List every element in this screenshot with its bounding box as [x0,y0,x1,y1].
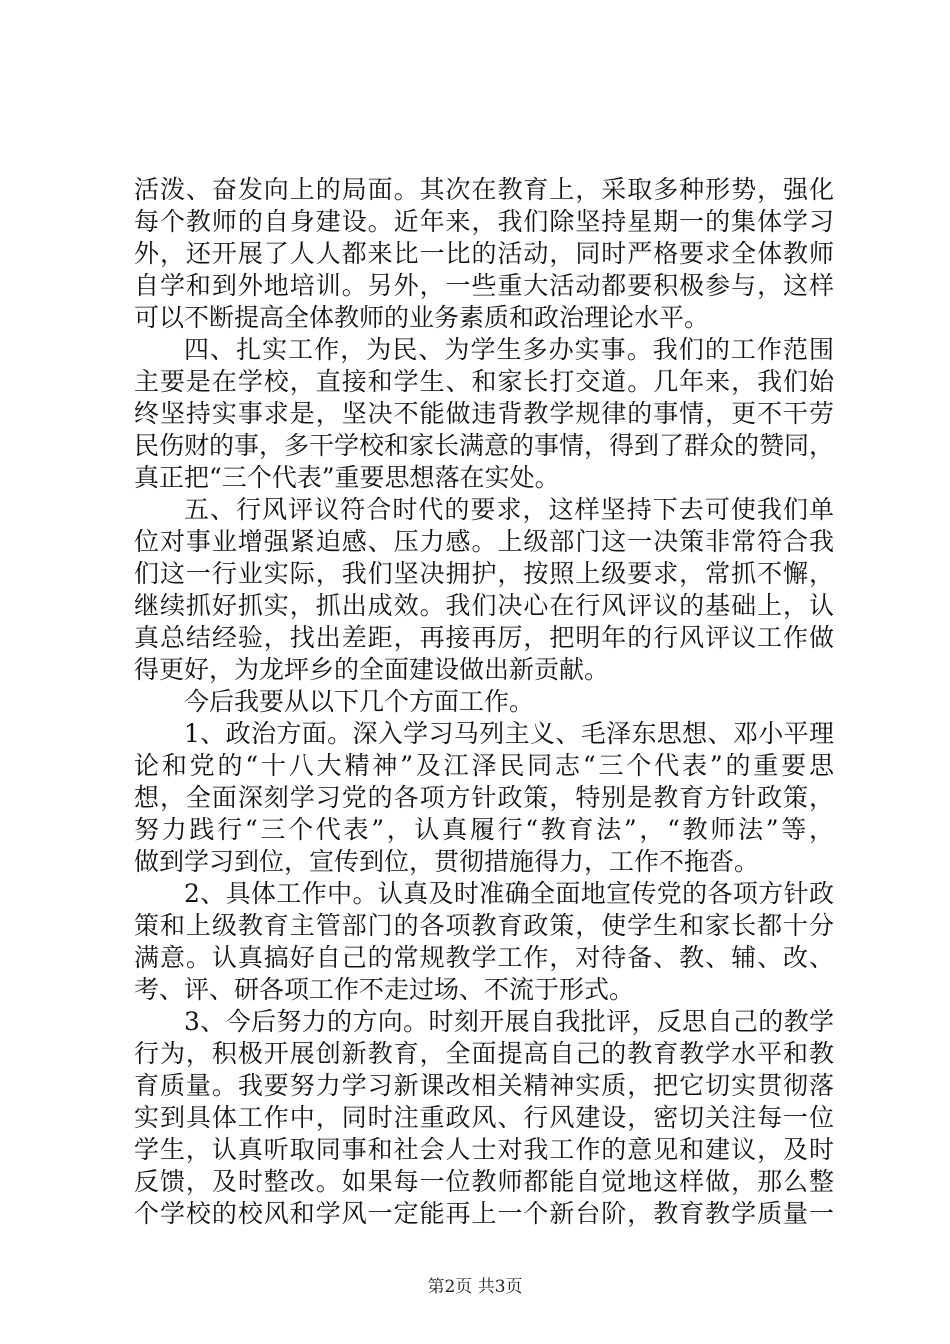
text-line: 五、行风评议符合时代的要求，这样坚持下去可使我们单 [184,495,834,524]
text-line: 每个教师的自身建设。近年来，我们除坚持星期一的集体学习 [134,207,834,236]
text-line: 位对事业增强紧迫感、压力感。上级部门这一决策非常符合我 [134,527,834,556]
text-line: 个学校的校风和学风一定能再上一个新台阶，教育教学质量一 [134,1199,834,1228]
text-line: 终坚持实事求是，坚决不能做违背教学规律的事情，更不干劳 [134,399,834,428]
text-line: 外，还开展了人人都来比一比的活动，同时严格要求全体教师 [134,239,834,268]
text-line: 努力践行“三个代表”，认真履行“教育法”，“教师法”等， [134,815,834,844]
text-line: 策和上级教育主管部门的各项教育政策，使学生和家长都十分 [134,911,834,940]
text-line: 2、具体工作中。认真及时准确全面地宣传党的各项方针政 [184,879,834,908]
text-line: 行为，积极开展创新教育，全面提高自己的教育教学水平和教 [134,1039,834,1068]
page-footer: 第2页 共3页 [427,1277,523,1297]
text-line: 真总结经验，找出差距，再接再厉，把明年的行风评议工作做 [134,623,834,652]
text-line: 满意。认真搞好自己的常规教学工作，对待备、教、辅、改、 [134,943,834,972]
text-line: 做到学习到位，宣传到位，贯彻措施得力，工作不拖沓。 [134,847,760,876]
text-line: 继续抓好抓实，抓出成效。我们决心在行风评议的基础上，认 [134,591,834,620]
text-line: 四、扎实工作，为民、为学生多办实事。我们的工作范围 [184,335,834,364]
text-line: 1、政治方面。深入学习马列主义、毛泽东思想、邓小平理 [184,719,834,748]
text-line: 们这一行业实际，我们坚决拥护，按照上级要求，常抓不懈， [134,559,834,588]
text-line: 可以不断提高全体教师的业务素质和政治理论水平。 [134,303,710,332]
text-line: 育质量。我要努力学习新课改相关精神实质，把它切实贯彻落 [134,1071,834,1100]
text-line: 3、今后努力的方向。时刻开展自我批评，反思自己的教学 [184,1007,834,1036]
document-body [134,174,834,1230]
text-line: 考、评、研各项工作不走过场、不流于形式。 [134,975,635,1004]
text-line: 想，全面深刻学习党的各项方针政策，特别是教育方针政策， [134,783,834,812]
text-line: 主要是在学校，直接和学生、和家长打交道。几年来，我们始 [134,367,834,396]
text-line: 实到具体工作中，同时注重政风、行风建设，密切关注每一位 [134,1103,834,1132]
text-line: 反馈，及时整改。如果每一位教师都能自觉地这样做，那么整 [134,1167,834,1196]
text-line: 论和党的“十八大精神”及江泽民同志“三个代表”的重要思 [134,751,834,780]
text-line: 活泼、奋发向上的局面。其次在教育上，采取多种形势，强化 [134,175,834,204]
text-line: 今后我要从以下几个方面工作。 [184,687,535,716]
text-line: 自学和到外地培训。另外，一些重大活动都要积极参与，这样 [134,271,834,300]
text-line: 民伤财的事，多干学校和家长满意的事情，得到了群众的赞同， [134,431,835,460]
text-line: 真正把“三个代表”重要思想落在实处。 [134,463,560,492]
text-line: 得更好，为龙坪乡的全面建设做出新贡献。 [134,655,610,684]
text-line: 学生，认真听取同事和社会人士对我工作的意见和建议，及时 [134,1135,834,1164]
